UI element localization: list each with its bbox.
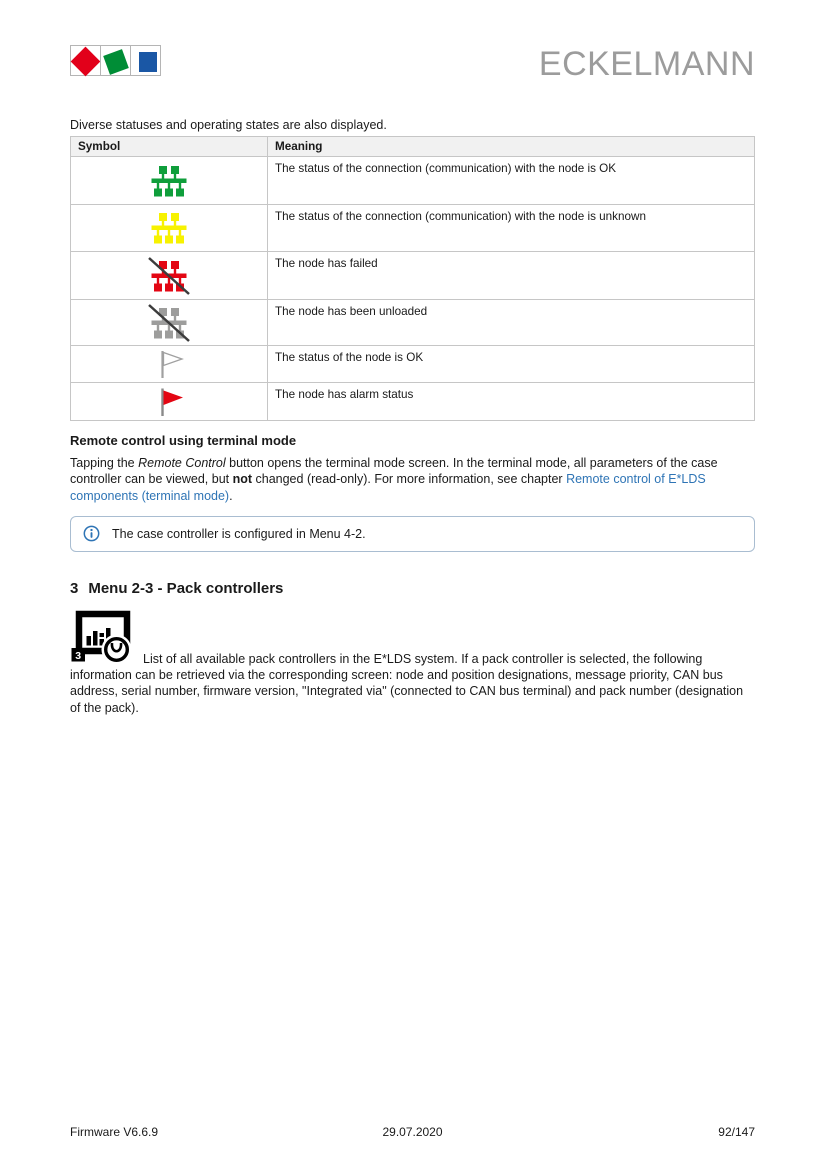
footer-page-number: 92/147 bbox=[718, 1125, 755, 1139]
paragraph-text: button opens the terminal mode screen. In the terminal mode, all parameters of the case controller can be viewed, but bbox=[70, 456, 718, 487]
page-header bbox=[70, 44, 755, 84]
section3-body-text: List of all available pack controllers in the E*LDS system. If a pack controller is selected, the following information can be retrieved via the corresponding screen: node and position designations, message priority, CAN bus address, serial number, firmware version, "Integrated via" (connected to CAN bus terminal) and pack number (designation of the pack). bbox=[70, 651, 744, 715]
info-icon bbox=[83, 525, 100, 542]
brand-wordmark: ECKELMANN bbox=[538, 44, 755, 84]
symbol-meaning: The status of the connection (communication) with the node is OK bbox=[275, 162, 617, 175]
column-header-meaning: Meaning bbox=[275, 140, 323, 153]
symbol-meaning: The node has alarm status bbox=[275, 388, 414, 401]
paragraph-emphasis: not bbox=[232, 472, 253, 487]
remote-control-heading: Remote control using terminal mode bbox=[70, 433, 297, 448]
footer-date: 29.07.2020 bbox=[382, 1125, 443, 1139]
remote-control-paragraph bbox=[70, 455, 755, 504]
logo-cell-blue bbox=[130, 45, 161, 76]
paragraph-text: Tapping the bbox=[70, 456, 139, 470]
network-status-ok-icon bbox=[151, 165, 187, 197]
table-row bbox=[71, 156, 754, 204]
symbol-meaning: The node has failed bbox=[275, 257, 378, 270]
eckelmann-logo-icon bbox=[70, 45, 161, 76]
green-square-icon bbox=[103, 49, 129, 75]
logo-cell-green bbox=[100, 45, 131, 76]
logo-cell-red bbox=[70, 45, 101, 76]
chapter-link[interactable]: Remote control of E*LDS components (terminal mode) bbox=[70, 472, 706, 503]
paragraph-text: . bbox=[229, 488, 233, 503]
column-header-symbol: Symbol bbox=[71, 137, 268, 156]
network-failed-icon bbox=[151, 260, 187, 292]
table-row bbox=[71, 345, 754, 382]
page-footer bbox=[70, 1125, 755, 1139]
section-heading bbox=[70, 580, 755, 597]
table-row bbox=[71, 251, 754, 299]
table-row bbox=[71, 299, 754, 345]
info-note-box bbox=[70, 516, 755, 552]
red-diamond-icon bbox=[71, 47, 101, 77]
flag-ok-icon bbox=[153, 349, 185, 379]
menu-icon-badge: 3 bbox=[75, 649, 82, 662]
flag-alarm-icon bbox=[153, 386, 185, 417]
paragraph-text: changed (read-only). For more information, see chapter bbox=[252, 472, 567, 487]
symbol-meaning: The status of the connection (communication) with the node is unknown bbox=[275, 210, 646, 223]
pack-controllers-menu-icon bbox=[70, 610, 136, 663]
network-unloaded-icon bbox=[151, 307, 187, 339]
symbol-table bbox=[70, 136, 755, 421]
blue-square-icon bbox=[139, 52, 157, 72]
section-number: 3 bbox=[70, 579, 79, 597]
section3-paragraph bbox=[70, 610, 755, 716]
remote-control-button-name: Remote Control bbox=[138, 456, 226, 470]
footer-firmware-version: Firmware V6.6.9 bbox=[70, 1125, 159, 1139]
note-text: The case controller is configured in Menu 4-2. bbox=[112, 526, 366, 541]
network-status-unknown-icon bbox=[151, 212, 187, 244]
section-title: Menu 2-3 - Pack controllers bbox=[88, 579, 284, 597]
symbol-meaning: The node has been unloaded bbox=[275, 305, 428, 318]
intro-text: Diverse statuses and operating states are also displayed. bbox=[70, 118, 387, 132]
table-header-row bbox=[71, 137, 754, 156]
table-row bbox=[71, 382, 754, 420]
symbol-meaning: The status of the node is OK bbox=[275, 351, 424, 364]
table-row bbox=[71, 204, 754, 251]
